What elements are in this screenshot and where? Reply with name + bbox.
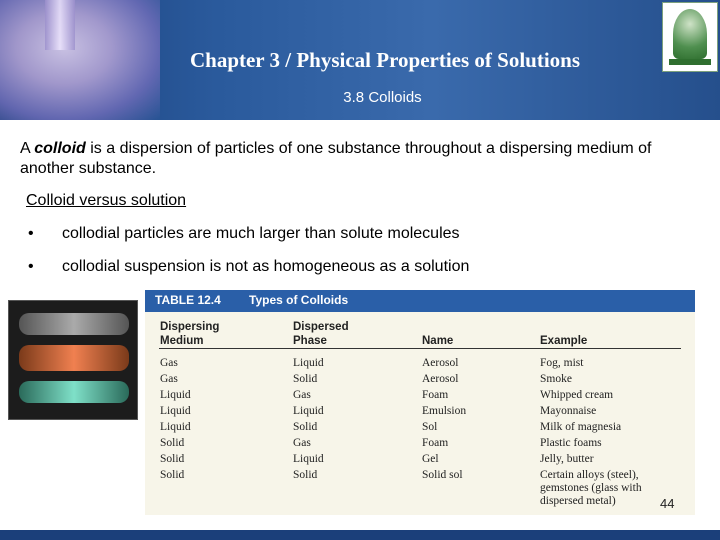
colloid-term: colloid: [34, 140, 86, 157]
header-line: Dispersed: [293, 321, 349, 333]
table-cell: Aerosol: [422, 357, 459, 369]
flask-image: [0, 0, 160, 120]
bullet-item: [28, 258, 469, 276]
table-cell: Mayonnaise: [540, 405, 597, 417]
table-cell: Liquid: [160, 405, 191, 417]
table-cell: Milk of magnesia: [540, 421, 622, 433]
example-continuation: dispersed metal): [540, 495, 616, 507]
table-cell: Solid: [293, 469, 318, 481]
table-cell: Liquid: [293, 453, 324, 465]
bullet-item: [28, 225, 460, 243]
table-number: TABLE 12.4: [155, 293, 221, 307]
header-line: Phase: [293, 335, 327, 347]
university-logo: [662, 2, 718, 72]
logo-emblem-icon: [673, 9, 707, 59]
header-line: Dispersing: [160, 321, 220, 333]
column-header-example: Example: [540, 335, 588, 347]
bullet-text: collodial suspension is not as homogeneous as a solution: [62, 258, 470, 275]
intro-rest: is a dispersion of particles of one substance throughout a dispersing medium of another substance.: [20, 140, 652, 177]
table-cell: Gel: [422, 453, 439, 465]
table-cell: Fog, mist: [540, 357, 584, 369]
table-cell: Foam: [422, 437, 449, 449]
column-header-name: Name: [422, 335, 454, 347]
table-cell: Gas: [160, 357, 178, 369]
bullet-dot: •: [28, 225, 34, 242]
flask-neck-image: [45, 0, 75, 50]
table-cell: Whipped cream: [540, 389, 614, 401]
tyndall-effect-photo: [8, 300, 138, 420]
table-cell: Foam: [422, 389, 449, 401]
table-cell: Plastic foams: [540, 437, 602, 449]
table-cell: Emulsion: [422, 405, 467, 417]
table-cell: Solid: [160, 453, 185, 465]
table-cell: Aerosol: [422, 373, 459, 385]
header-banner: [0, 0, 720, 120]
table-cell: Sol: [422, 421, 438, 433]
column-header-medium: [160, 320, 219, 348]
table-caption: Types of Colloids: [249, 293, 349, 307]
intro-prefix: A: [20, 140, 35, 157]
page-number: 44: [660, 496, 675, 511]
table-cell: Solid: [293, 373, 318, 385]
header-line: Medium: [160, 335, 204, 347]
column-header-phase: [293, 320, 349, 348]
table-cell: Gas: [293, 389, 311, 401]
table-cell: Solid: [293, 421, 318, 433]
table-cell: Solid: [160, 437, 185, 449]
light-beam-white: [19, 313, 129, 335]
header-divider: [159, 348, 681, 349]
intro-paragraph: [20, 139, 700, 179]
footer-bar: [0, 530, 720, 540]
slide-subtitle: 3.8 Colloids: [343, 89, 422, 106]
slide-title: Chapter 3 / Physical Properties of Solutions: [189, 48, 581, 72]
table-cell: Certain alloys (steel),: [540, 469, 639, 481]
table-cell: Solid: [160, 469, 185, 481]
light-beam-red: [19, 345, 129, 371]
section-heading: Colloid versus solution: [26, 192, 187, 209]
table-cell: Smoke: [540, 373, 572, 385]
logo-base-icon: [669, 59, 711, 65]
table-cell: Solid sol: [422, 469, 463, 481]
bullet-text: collodial particles are much larger than solute molecules: [62, 225, 460, 242]
example-continuation: gemstones (glass with: [540, 482, 642, 494]
table-cell: Liquid: [160, 389, 191, 401]
table-cell: Jelly, butter: [540, 453, 594, 465]
table-cell: Liquid: [160, 421, 191, 433]
table-cell: Gas: [160, 373, 178, 385]
light-beam-green: [19, 381, 129, 403]
colloid-types-table: [145, 290, 695, 515]
table-cell: Liquid: [293, 405, 324, 417]
table-cell: Gas: [293, 437, 311, 449]
table-cell: Liquid: [293, 357, 324, 369]
bullet-dot: •: [28, 258, 34, 275]
table-header-bar: [145, 290, 695, 312]
